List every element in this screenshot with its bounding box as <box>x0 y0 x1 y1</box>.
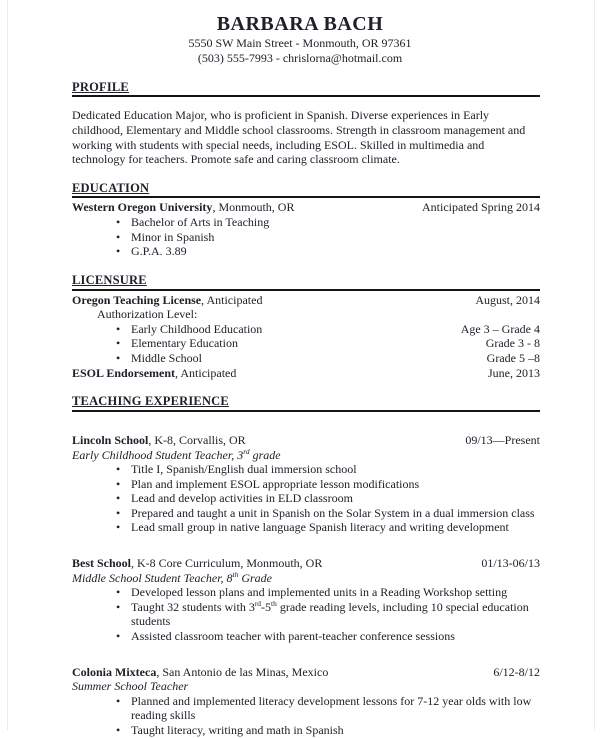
section-licensure <box>72 274 540 380</box>
profile-summary-text: Dedicated Education Major, who is proficient in Spanish. Diverse experiences in Early childhood, Elementary and Middle school classrooms. Strength in classroom management and working with students with special needs, including ESOL. Skilled in multimedia and technology for teachers. Promote safe and caring classroom climate. <box>72 108 526 167</box>
list-item <box>72 520 540 535</box>
resume-body <box>0 81 600 738</box>
job-bullet-list <box>72 462 540 535</box>
education-date: Anticipated Spring 2014 <box>422 200 540 215</box>
section-education <box>72 182 540 259</box>
job-bullet: • Planned and implemented literacy development lessons for 7-12 year olds with low reading skills <box>131 693 532 723</box>
education-bullet-list <box>72 215 540 259</box>
job-bullet: • Taught literacy, writing and math in Spanish <box>131 723 344 737</box>
endorsement-date: June, 2013 <box>488 365 540 380</box>
resume-header <box>0 13 600 66</box>
level-label: • Early Childhood Education <box>131 321 263 336</box>
list-item <box>72 694 540 723</box>
employer-details: , San Antonio de las Minas, Mexico <box>156 664 329 679</box>
section-heading-rule <box>72 81 540 98</box>
employer-details: , K-8 Core Curriculum, Monmouth, OR <box>131 556 323 571</box>
address-line: 5550 SW Main Street - Monmouth, OR 97361 <box>188 36 412 50</box>
section-heading-licensure: LICENSURE <box>72 272 147 287</box>
endorsement-title-line <box>72 366 478 381</box>
section-heading-rule <box>72 182 540 199</box>
list-item <box>72 322 540 337</box>
job-entry-best-school <box>72 556 540 644</box>
institution-name: Western Oregon University <box>72 200 213 215</box>
list-item <box>72 230 540 245</box>
level-label: • Elementary Education <box>131 336 238 351</box>
job-title: Summer School Teacher <box>72 679 189 694</box>
level-range: Grade 3 - 8 <box>485 336 540 351</box>
job-bullet: • Developed lesson plans and implemented units in a Reading Workshop setting <box>131 585 508 600</box>
employer-name: Best School <box>72 556 132 571</box>
list-item <box>72 215 540 230</box>
license-suffix: , Anticipated <box>201 292 263 307</box>
endorsement-title: ESOL Endorsement <box>72 365 176 380</box>
endorsement-row <box>72 366 540 381</box>
job-bullet-list <box>72 694 540 738</box>
job-bullet: • Prepared and taught a unit in Spanish on the Solar System in a dual immersion class <box>131 505 535 520</box>
section-heading-education: EDUCATION <box>72 180 150 195</box>
job-title: Middle School Student Teacher, 8th Grade <box>72 569 273 585</box>
candidate-name: BARBARA BACH <box>216 13 384 35</box>
job-header-row <box>72 665 540 680</box>
job-bullet: • Assisted classroom teacher with parent-teacher conference sessions <box>131 629 455 644</box>
contact-line: (503) 555-7993 - chrislorna@hotmail.com <box>197 50 403 65</box>
job-entry-colonia-mixteca <box>72 665 540 738</box>
section-heading-experience: TEACHING EXPERIENCE <box>72 394 229 409</box>
institution-location: , Monmouth, OR <box>212 200 295 215</box>
list-item <box>72 629 540 644</box>
job-bullet: • Plan and implement ESOL appropriate lesson modifications <box>131 476 420 491</box>
license-title-line <box>72 293 465 308</box>
job-dates: 09/13—Present <box>465 432 540 447</box>
job-dates: 01/13-06/13 <box>481 556 540 571</box>
job-bullet: • Title I, Spanish/English dual immersion school <box>131 462 357 477</box>
job-header-row <box>72 556 540 571</box>
level-label: • Middle School <box>131 350 202 365</box>
job-title: Early Childhood Student Teacher, 3rd grade <box>72 446 281 462</box>
list-item <box>72 336 540 351</box>
list-item <box>72 351 540 366</box>
employer-details: , K-8, Corvallis, OR <box>148 432 246 447</box>
list-item <box>72 723 540 738</box>
level-range: Age 3 – Grade 4 <box>460 321 540 336</box>
section-profile <box>72 81 540 167</box>
job-bullet-list <box>72 585 540 643</box>
list-item <box>72 585 540 600</box>
job-employer-line <box>72 556 471 571</box>
authorization-label: Authorization Level: <box>97 307 198 322</box>
job-header-row <box>72 433 540 448</box>
section-heading-rule <box>72 274 540 291</box>
list-item <box>72 506 540 521</box>
employer-name: Colonia Mixteca <box>72 664 157 679</box>
level-range: Grade 5 –8 <box>486 350 540 365</box>
education-bullet: • Minor in Spanish <box>131 229 215 244</box>
endorsement-suffix: , Anticipated <box>175 365 237 380</box>
job-bullet: • Lead small group in native language Spanish literacy and writing development <box>131 520 509 535</box>
section-heading-profile: PROFILE <box>72 79 129 94</box>
license-title: Oregon Teaching License <box>72 292 202 307</box>
education-bullet: • G.P.A. 3.89 <box>131 244 187 259</box>
list-item <box>72 244 540 259</box>
job-entry-lincoln-school <box>72 433 540 535</box>
job-bullet: • Lead and develop activities in ELD classroom <box>131 491 353 506</box>
education-entry-row <box>72 200 540 215</box>
education-institution-line <box>72 200 412 215</box>
list-item <box>72 600 540 629</box>
list-item <box>72 462 540 477</box>
job-employer-line <box>72 433 455 448</box>
section-heading-rule <box>72 395 540 412</box>
job-employer-line <box>72 665 483 680</box>
license-row <box>72 293 540 308</box>
list-item <box>72 477 540 492</box>
job-bullet: • Taught 32 students with 3rd-5th grade reading levels, including 10 special education students <box>131 598 529 629</box>
section-teaching-experience <box>72 395 540 737</box>
authorization-level-list <box>72 322 540 366</box>
list-item <box>72 491 540 506</box>
job-dates: 6/12-8/12 <box>493 664 540 679</box>
employer-name: Lincoln School <box>72 432 149 447</box>
license-date: August, 2014 <box>475 292 540 307</box>
education-bullet: • Bachelor of Arts in Teaching <box>131 215 270 230</box>
